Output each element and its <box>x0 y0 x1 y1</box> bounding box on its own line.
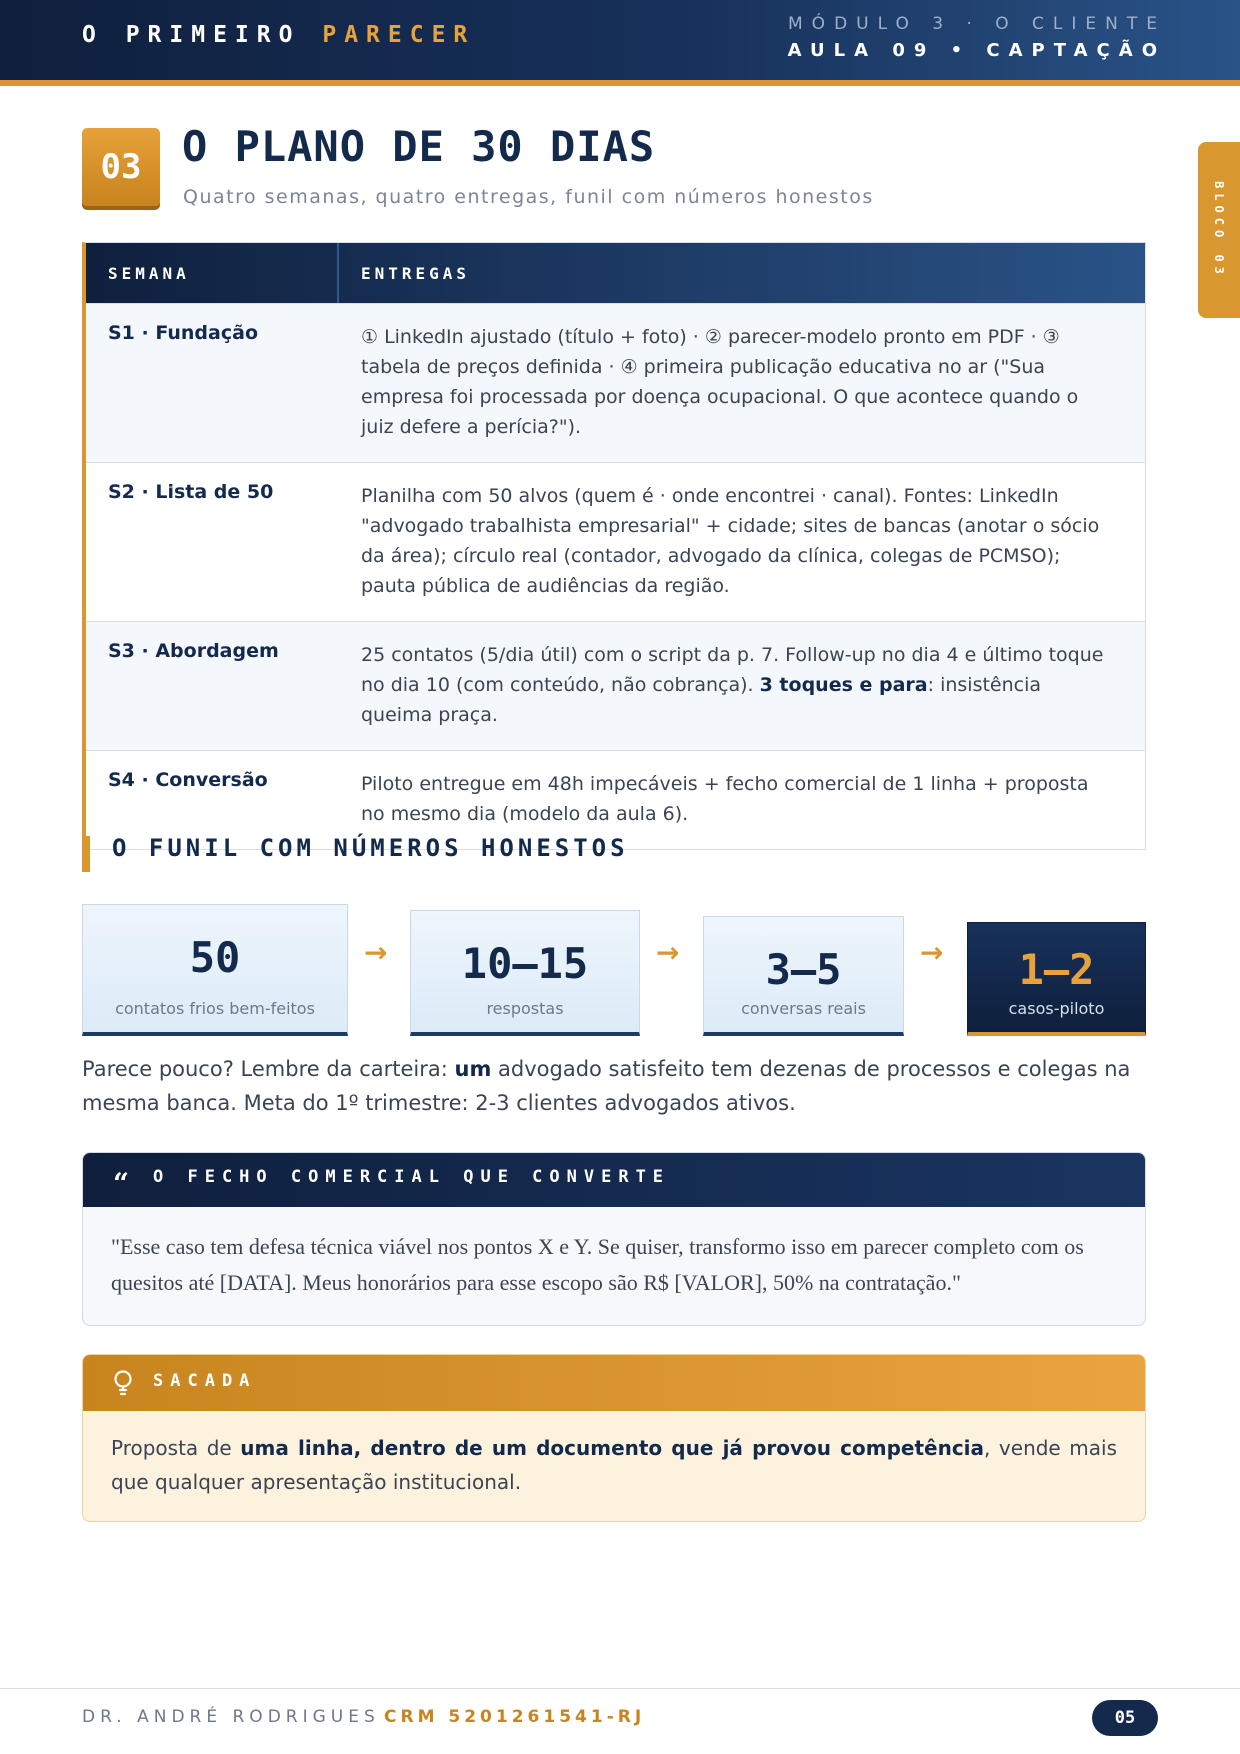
tip-title: SACADA <box>153 1371 257 1391</box>
lesson-label: AULA 09 • CAPTAÇÃO <box>787 40 1166 61</box>
brand-title <box>82 22 475 48</box>
tip-text <box>83 1411 1145 1499</box>
funnel-step-label: conversas reais <box>741 999 866 1018</box>
closing-quote-title: O FECHO COMERCIAL QUE CONVERTE <box>153 1167 671 1187</box>
funnel-step-pilots <box>967 922 1146 1036</box>
table-cell-deliveries: ① LinkedIn ajustado (título + foto) · ② parecer-modelo pronto em PDF · ③ tabela de preços definida · ④ primeira publicação educativa no ar ("Sua empresa foi processada por doença ocupacional. O que acontece quando o juiz defere a perícia?"). <box>361 326 1079 438</box>
funnel-step-value: 1–2 <box>1018 945 1095 994</box>
funnel-heading: O FUNIL COM NÚMEROS HONESTOS <box>112 834 629 862</box>
table-header-deliveries: ENTREGAS <box>361 263 471 283</box>
tip-text-part: Proposta de <box>111 1436 241 1460</box>
funnel-note-emphasis: um <box>454 1057 492 1081</box>
funnel-note-text: advogado satisfeito tem dezenas de processos e colegas na mesma banca. Meta do 1º trimestre: 2-3 clientes advogados ativos. <box>82 1057 1131 1115</box>
table-cell-week: S4 · Conversão <box>108 769 268 791</box>
section-title: O PLANO DE 30 DIAS <box>182 122 656 171</box>
brand-accent: PARECER <box>322 22 476 48</box>
table-row <box>86 621 1145 750</box>
block-side-tab-label: BLOCO 03 <box>1212 181 1226 279</box>
funnel-heading-marker <box>82 836 90 872</box>
tip-text-part: , vende mais que qualquer apresentação institucional. <box>111 1436 1117 1494</box>
tip-header <box>83 1355 1145 1411</box>
plan-table <box>82 242 1146 850</box>
brand-main: O PRIMEIRO <box>82 22 301 48</box>
module-label: MÓDULO 3 · O CLIENTE <box>788 14 1166 34</box>
arrow-right-icon: → <box>364 936 388 969</box>
closing-quote-text: "Esse caso tem defesa técnica viável nos pontos X e Y. Se quiser, transformo isso em parecer completo com os quesitos até [DATA]. Meus honorários para esse escopo são R$ [VALOR], 50% na contratação." <box>111 1234 1084 1295</box>
closing-quote-box <box>82 1152 1146 1326</box>
quote-icon: “ <box>113 1167 130 1200</box>
table-header <box>86 243 1145 303</box>
section-number-badge: 03 <box>82 128 160 206</box>
table-cell-week: S1 · Fundação <box>108 322 258 344</box>
table-cell-deliveries <box>339 622 1145 750</box>
funnel-step-conversations <box>703 916 904 1036</box>
closing-quote-header <box>83 1153 1145 1207</box>
funnel-note <box>82 1052 1148 1120</box>
table-cell-week: S3 · Abordagem <box>108 640 279 662</box>
arrow-right-icon: → <box>656 936 680 969</box>
footer-crm: CRM 5201261541-RJ <box>384 1707 646 1727</box>
table-row <box>86 303 1145 462</box>
funnel-step-responses <box>410 910 640 1036</box>
page-header <box>0 0 1240 80</box>
page-number: 05 <box>1092 1700 1158 1736</box>
table-header-week: SEMANA <box>86 243 339 303</box>
section-subtitle: Quatro semanas, quatro entregas, funil com números honestos <box>183 186 874 208</box>
table-cell-deliveries: Piloto entregue em 48h impecáveis + fecho comercial de 1 linha + proposta no mesmo dia (modelo da aula 6). <box>361 773 1089 825</box>
deliveries-emphasis: 3 toques e para <box>759 674 928 696</box>
funnel-step-value: 10–15 <box>461 939 589 988</box>
table-row <box>86 462 1145 621</box>
funnel-step-value: 50 <box>189 933 241 982</box>
funnel-step-label: casos-piloto <box>1008 999 1105 1018</box>
block-side-tab <box>1198 142 1240 318</box>
header-accent-bar <box>0 80 1240 86</box>
funnel-step-label: contatos frios bem-feitos <box>115 999 315 1018</box>
table-cell-deliveries: Planilha com 50 alvos (quem é · onde encontrei · canal). Fontes: LinkedIn "advogado trabalhista empresarial" + cidade; sites de bancas (anotar o sócio da área); círculo real (contador, advogado da clínica, colegas de PCMSO); pauta pública de audiências da região. <box>361 485 1100 597</box>
funnel-step-label: respostas <box>486 999 564 1018</box>
deliveries-text: : insistência queima praça. <box>361 674 1042 726</box>
funnel-step-value: 3–5 <box>765 945 842 994</box>
footer-divider <box>0 1688 1240 1689</box>
lightbulb-icon <box>111 1369 135 1399</box>
tip-text-emphasis: uma linha, dentro de um documento que já provou competência <box>240 1436 985 1460</box>
footer-author: DR. ANDRÉ RODRIGUES <box>82 1707 380 1727</box>
funnel-note-text: Parece pouco? Lembre da carteira: <box>82 1057 455 1081</box>
tip-box <box>82 1354 1146 1522</box>
funnel-step-contacts <box>82 904 348 1036</box>
table-cell-week: S2 · Lista de 50 <box>108 481 274 503</box>
arrow-right-icon: → <box>920 936 944 969</box>
deliveries-text: 25 contatos (5/dia útil) com o script da p. 7. Follow-up no dia 4 e último toque no dia 10 (com conteúdo, não cobrança). <box>361 644 1104 696</box>
